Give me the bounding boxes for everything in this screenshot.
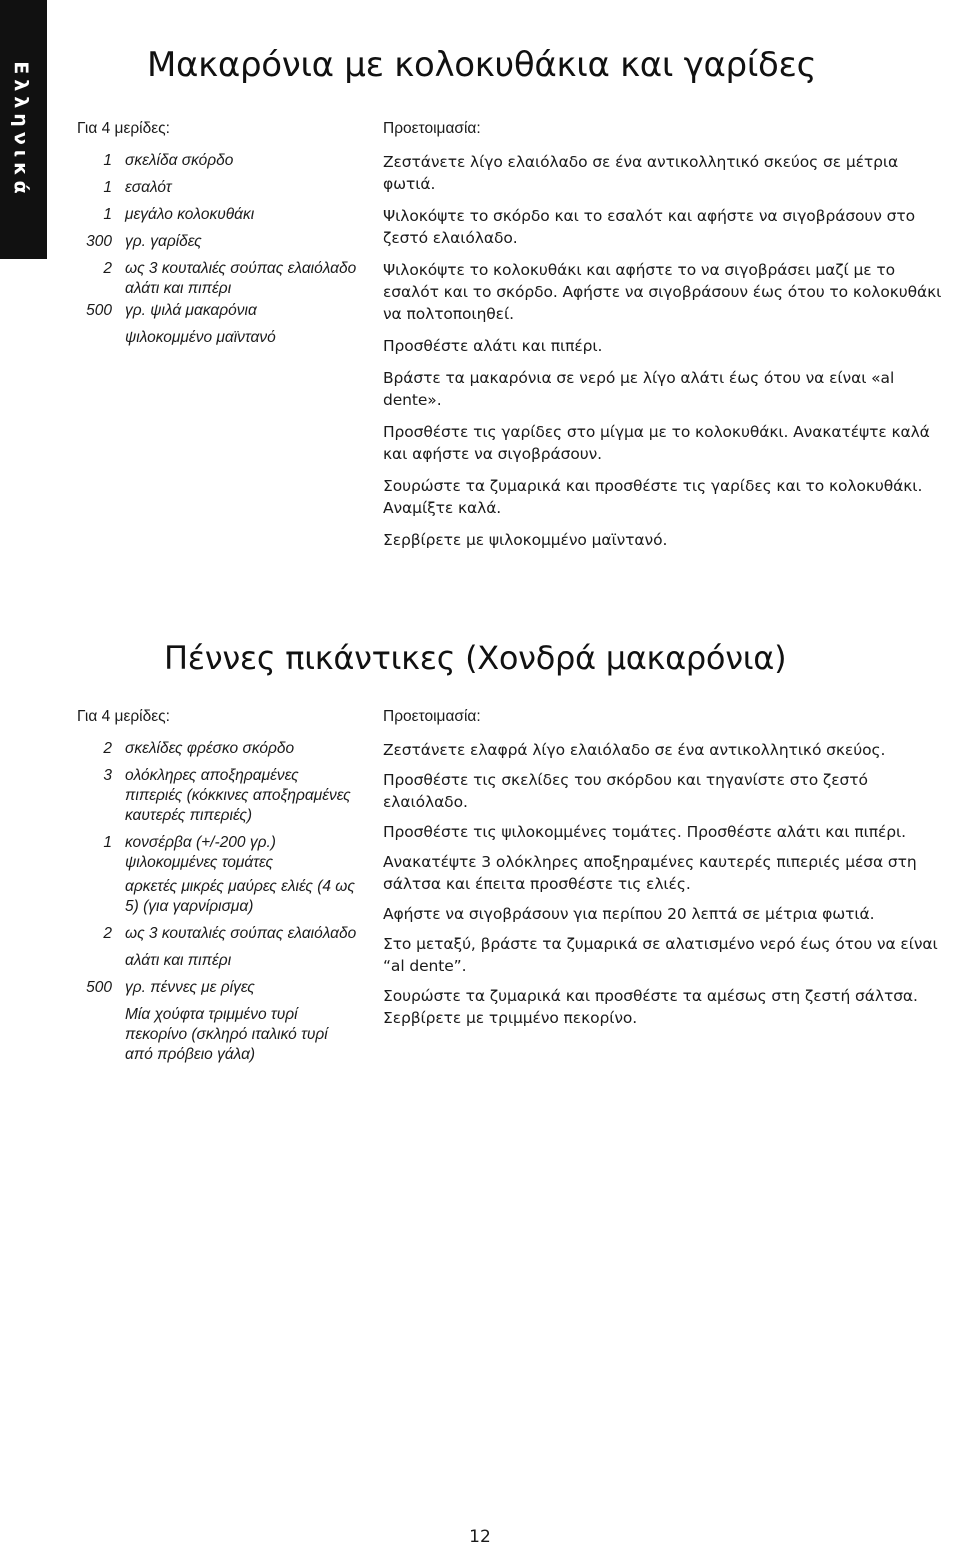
preparation-section xyxy=(383,708,953,1037)
ingredient-qty xyxy=(77,877,125,917)
ingredient-text: ψιλοκομμένο μαϊντανό xyxy=(125,329,276,346)
ingredient-qty: 1 xyxy=(103,206,112,223)
preparation-step: Αφήστε να σιγοβράσουν για περίπου 20 λεπτά σε μέτρια φωτιά. xyxy=(383,905,875,923)
page-number: 12 xyxy=(469,1527,491,1547)
ingredient-item xyxy=(77,259,359,279)
ingredient-item xyxy=(77,951,359,971)
preparation-step: Προσθέστε τις σκελίδες του σκόρδου και τηγανίστε στο ζεστό ελαιόλαδο. xyxy=(383,771,868,811)
ingredient-item xyxy=(77,205,359,225)
servings-heading: Για 4 μερίδες: xyxy=(77,708,170,725)
ingredient-item xyxy=(77,766,359,826)
preparation-heading: Προετοιμασία: xyxy=(383,120,481,137)
ingredient-item xyxy=(77,178,359,198)
ingredient-text: αρκετές μικρές μαύρες ελιές (4 ως 5) (για γαρνίρισμα) xyxy=(125,878,355,915)
ingredient-text: γρ. ψιλά μακαρόνια xyxy=(125,302,257,319)
ingredient-item xyxy=(77,151,359,171)
ingredient-item xyxy=(77,739,359,759)
ingredient-qty xyxy=(77,951,125,971)
ingredient-text: ως 3 κουταλιές σούπας ελαιόλαδο xyxy=(125,925,357,942)
ingredient-text: αλάτι και πιπέρι xyxy=(125,280,232,297)
preparation-step: Προσθέστε τις ψιλοκομμένες τομάτες. Προσθέστε αλάτι και πιπέρι. xyxy=(383,823,906,841)
preparation-section xyxy=(383,120,953,561)
ingredient-qty: 500 xyxy=(86,302,112,319)
ingredient-text: ολόκληρες αποξηραμένες πιπεριές (κόκκινες αποξηραμένες καυτερές πιπεριές) xyxy=(125,767,351,824)
ingredient-text: μεγάλο κολοκυθάκι xyxy=(125,206,255,223)
preparation-step: Βράστε τα μακαρόνια σε νερό με λίγο αλάτι έως ότου να είναι «al dente». xyxy=(383,369,895,409)
ingredient-text: σκελίδες φρέσκο σκόρδο xyxy=(125,740,295,757)
ingredient-text: γρ. πέννες με ρίγες xyxy=(125,979,255,996)
ingredient-text: εσαλότ xyxy=(125,179,172,196)
ingredient-item xyxy=(77,924,359,944)
preparation-heading: Προετοιμασία: xyxy=(383,708,481,725)
ingredient-text: αλάτι και πιπέρι xyxy=(125,952,232,969)
preparation-step: Σερβίρετε με ψιλοκομμένο μαϊντανό. xyxy=(383,531,668,549)
ingredient-text: κονσέρβα (+/-200 γρ.) ψιλοκομμένες τομάτες xyxy=(125,834,276,871)
servings-heading: Για 4 μερίδες: xyxy=(77,120,170,137)
preparation-step: Σουρώστε τα ζυμαρικά και προσθέστε τα αμέσως στη ζεστή σάλτσα. Σερβίρετε με τριμμένο πεκορίνο. xyxy=(383,987,918,1027)
ingredient-item xyxy=(77,279,359,299)
ingredient-item xyxy=(77,877,359,917)
ingredient-qty: 3 xyxy=(103,767,112,784)
ingredient-qty: 2 xyxy=(103,740,112,757)
recipe-title: Πέννες πικάντικες (Χονδρά μακαρόνια) xyxy=(164,639,787,677)
language-tab xyxy=(0,0,47,259)
preparation-step: Ψιλοκόψτε το σκόρδο και το εσαλότ και αφήστε να σιγοβράσουν στο ζεστό ελαιόλαδο. xyxy=(383,207,916,247)
ingredient-item xyxy=(77,301,359,321)
ingredient-qty: 2 xyxy=(103,260,112,277)
preparation-step: Προσθέστε αλάτι και πιπέρι. xyxy=(383,337,603,355)
ingredient-qty: 1 xyxy=(103,152,112,169)
ingredient-qty: 500 xyxy=(86,979,112,996)
ingredient-text: σκελίδα σκόρδο xyxy=(125,152,234,169)
preparation-step: Σουρώστε τα ζυμαρικά και προσθέστε τις γαρίδες και το κολοκυθάκι. Αναμίξτε καλά. xyxy=(383,477,923,517)
language-tab-label: Ελληνικά xyxy=(10,60,32,199)
preparation-step: Προσθέστε τις γαρίδες στο μίγμα με το κολοκυθάκι. Ανακατέψτε καλά και αφήστε να σιγοβράσουν. xyxy=(383,423,930,463)
ingredient-qty: 2 xyxy=(103,925,112,942)
ingredient-item xyxy=(77,232,359,252)
recipe-title: Μακαρόνια με κολοκυθάκια και γαρίδες xyxy=(147,45,817,85)
ingredient-qty: 300 xyxy=(86,233,112,250)
ingredient-text: Μία χούφτα τριμμένο τυρί πεκορίνο (σκληρό ιταλικό τυρί από πρόβειο γάλα) xyxy=(125,1006,328,1063)
ingredient-qty xyxy=(77,328,125,348)
ingredient-text: γρ. γαρίδες xyxy=(125,233,202,250)
preparation-step: Ζεστάνετε λίγο ελαιόλαδο σε ένα αντικολλητικό σκεύος σε μέτρια φωτιά. xyxy=(383,153,899,193)
ingredient-item xyxy=(77,978,359,998)
ingredients-list xyxy=(77,708,359,1072)
ingredient-qty: 1 xyxy=(103,834,112,851)
ingredients-list xyxy=(77,120,359,355)
ingredient-qty xyxy=(77,279,125,299)
ingredient-qty: 1 xyxy=(103,179,112,196)
ingredient-text: ως 3 κουταλιές σούπας ελαιόλαδο xyxy=(125,260,357,277)
preparation-step: Στο μεταξύ, βράστε τα ζυμαρικά σε αλατισμένο νερό έως ότου να είναι “al dente”. xyxy=(383,935,938,975)
preparation-step: Ζεστάνετε ελαφρά λίγο ελαιόλαδο σε ένα αντικολλητικό σκεύος. xyxy=(383,741,886,759)
ingredient-item xyxy=(77,833,359,873)
ingredient-qty xyxy=(77,1005,125,1065)
ingredient-item xyxy=(77,328,359,348)
ingredient-item xyxy=(77,1005,359,1065)
preparation-step: Ψιλοκόψτε το κολοκυθάκι και αφήστε το να σιγοβράσει μαζί με το εσαλότ και το σκόρδο. Αφήστε να σιγοβράσουν έως ότου το κολοκυθάκι να πολτοποιηθεί. xyxy=(383,261,942,323)
preparation-step: Ανακατέψτε 3 ολόκληρες αποξηραμένες καυτερές πιπεριές μέσα στη σάλτσα και έπειτα προσθέστε τις ελιές. xyxy=(383,853,917,893)
